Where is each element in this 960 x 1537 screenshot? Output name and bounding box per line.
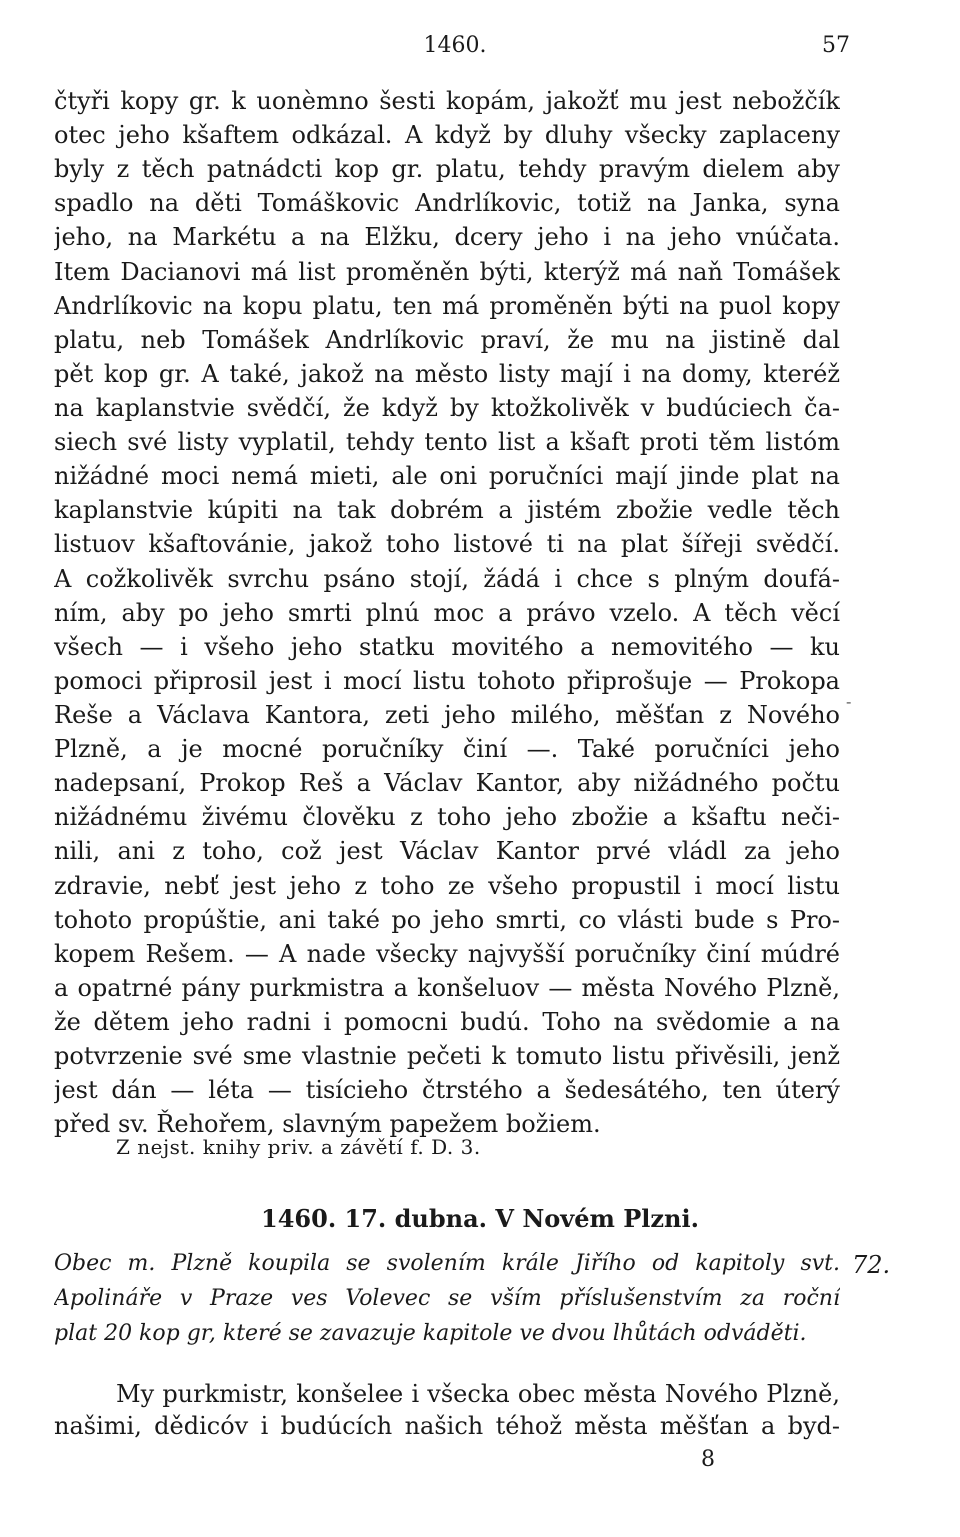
- summary-line: plat 20 kop gr, které se zavazuje kapitole ve dvou lhůtách odváděti.: [54, 1321, 807, 1346]
- charter-text: [54, 1378, 840, 1442]
- text-line: Reše a Václava Kantora, zeti jeho milého, měšťan z Nového: [54, 700, 840, 729]
- text-line: nadepsaní, Prokop Reš a Václav Kantor, aby nižádného počtu: [54, 769, 840, 798]
- text-line: My purkmistr, konšelee i všecka obec města Nového Plzně,: [116, 1380, 840, 1408]
- signature-mark: 8: [701, 1447, 715, 1472]
- text-line: kaplanstvie kúpiti na tak dobrém a jistém zbožie vedle těch: [54, 496, 840, 525]
- page-number: 57: [822, 33, 850, 58]
- text-line: před sv. Řehořem, slavným papežem božiem.: [54, 1110, 601, 1139]
- text-line: pět kop gr. A také, jakož na město listy mají i na domy, kteréž: [54, 359, 840, 388]
- text-line: zdravie, nebť jest jeho z toho ze všeho propustil i mocí listu: [54, 871, 840, 900]
- text-line: čtyři kopy gr. k uonèmno šesti kopám, jakožť mu jest nebožčík: [54, 87, 840, 115]
- text-line: Plzně, a je mocné poručníky činí —. Také poručníci jeho: [54, 735, 840, 764]
- text-line: jeho, na Markétu a na Elžku, dcery jeho i na jeho vnúčata.: [54, 223, 840, 252]
- text-line: našimi, dědicóv i budúcích našich téhož města měšťan a byd-: [54, 1412, 840, 1440]
- text-line: byly z těch patnádcti kop gr. platu, tehdy pravým dielem aby: [54, 155, 840, 184]
- text-line: nili, ani z toho, což jest Václav Kantor prvé vládl za jeho: [54, 837, 840, 866]
- text-line: všech — i všeho jeho statku movitého a nemovitého — ku: [54, 632, 840, 661]
- source-note: Z nejst. knihy priv. a závětí f. D. 3.: [116, 1135, 481, 1159]
- text-line: pomoci připrosil jest i mocí listu tohoto připrošuje — Prokopa: [54, 666, 840, 695]
- text-line: a opatrné pány purkmistra a konšeluov — města Nového Plzně,: [54, 973, 840, 1002]
- document-heading: 1460. 17. dubna. V Novém Plzni.: [261, 1204, 699, 1233]
- margin-mark: -: [846, 692, 852, 711]
- text-line: A cožkolivěk svrchu psáno stojí, žádá i chce s plným doufá-: [54, 564, 840, 593]
- text-line: Item Dacianovi má list proměněn býti, kterýž má naň Tomášek: [54, 257, 840, 286]
- text-line: nižádné moci nemá mieti, ale oni poručníci mají jinde plat na: [54, 462, 840, 491]
- text-line: kopem Rešem. — A nade všecky najvyšší poručníky činí múdré: [54, 939, 840, 968]
- summary-line: Obec m. Plzně koupila se svolením krále Jiřího od kapitoly svt.: [54, 1251, 840, 1276]
- text-line: potvrzenie své sme vlastnie pečeti k tomuto listu přivěsili, jenž: [54, 1042, 840, 1071]
- text-line: tohoto propúštie, ani také po jeho smrti, co vlásti bude s Pro-: [54, 905, 840, 934]
- text-line: otec jeho kšaftem odkázal. A když by dluhy všecky zaplaceny: [54, 121, 840, 150]
- document-summary: [54, 1246, 840, 1351]
- text-line: Andrlíkovic na kopu platu, ten má proměněn býti na puol kopy: [54, 291, 840, 320]
- text-line: na kaplanstvie svědčí, že když by ktožkolivěk v budúciech ča-: [54, 393, 840, 422]
- running-header-year: 1460.: [423, 33, 487, 58]
- text-line: spadlo na děti Tomáškovic Andrlíkovic, totiž na Janka, syna: [54, 189, 840, 218]
- text-line: platu, neb Tomášek Andrlíkovic praví, že mu na jistině dal: [54, 325, 840, 354]
- text-line: že dětem jeho radni i pomocni budú. Toho na svědomie a na: [54, 1007, 840, 1036]
- text-line: jest dán — léta — tisícieho čtrstého a šedesátého, ten úterý: [54, 1076, 840, 1105]
- text-line: siech své listy vyplatil, tehdy tento list a kšaft proti těm listóm: [54, 428, 840, 457]
- text-line: ním, aby po jeho smrti plnú moc a právo vzelo. A těch věcí: [54, 598, 840, 627]
- text-line: nižádnému živému člověku z toho jeho zbožie a kšaftu neči-: [54, 803, 840, 832]
- document-number: 72.: [852, 1251, 891, 1279]
- body-text: [54, 84, 840, 1141]
- summary-line: Apolináře v Praze ves Volevec se vším příslušenstvím za roční: [54, 1286, 840, 1311]
- text-line: listuov kšaftovánie, jakož toho listové ti na plat šířeji svědčí.: [54, 530, 840, 559]
